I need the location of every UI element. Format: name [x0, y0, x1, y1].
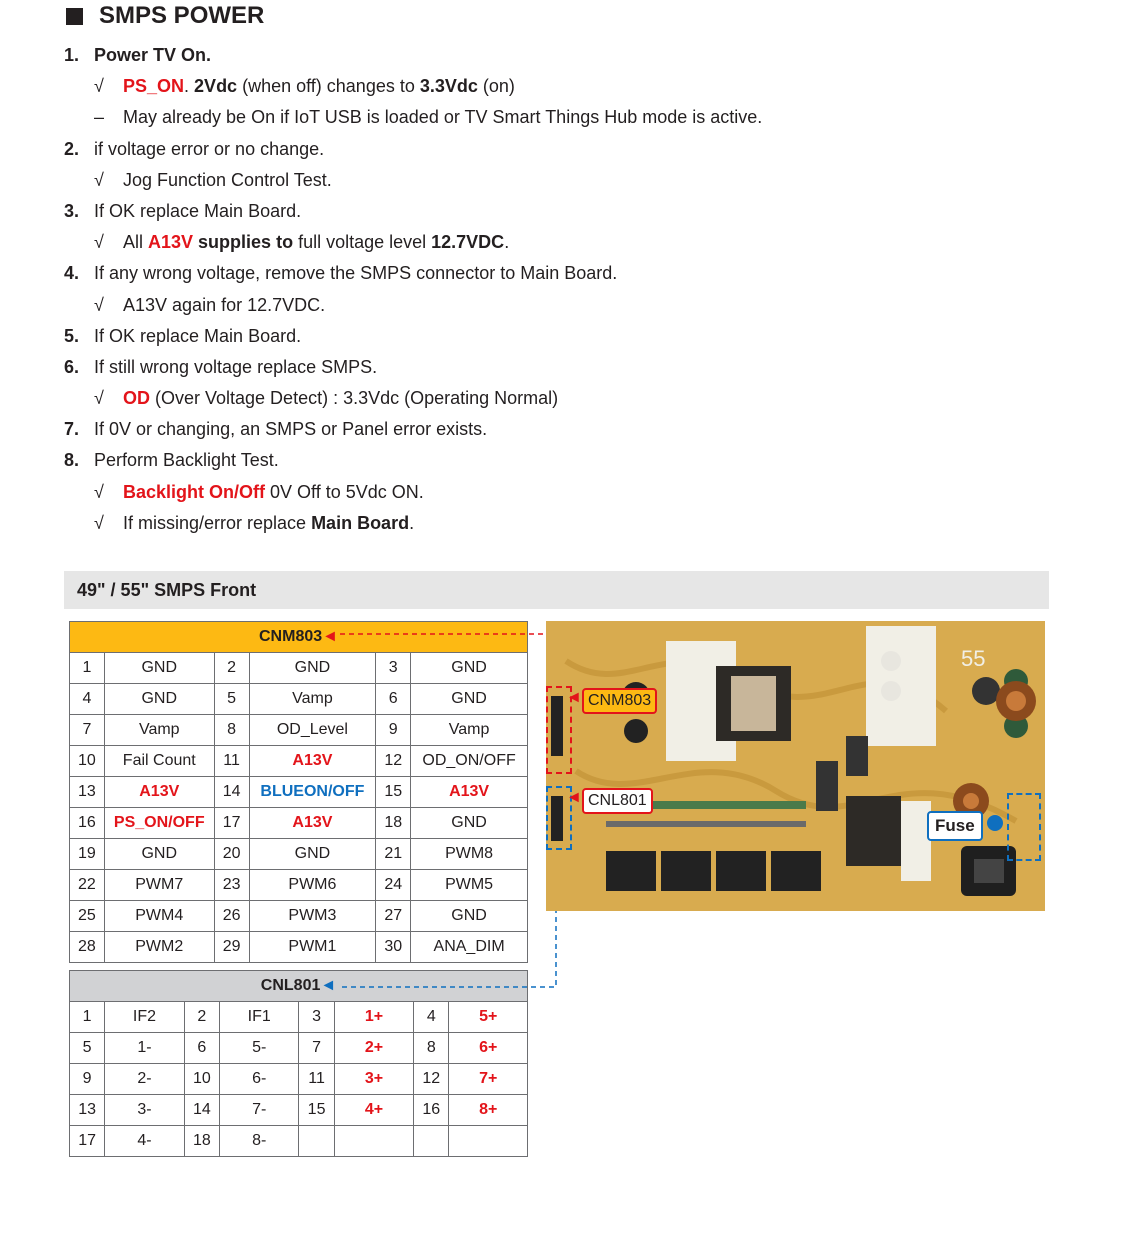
pin-signal-cell: 1- — [105, 1033, 185, 1064]
pin-number-cell: 15 — [376, 777, 411, 808]
pin-signal-cell: PWM2 — [104, 932, 214, 963]
pin-signal-cell: 8- — [219, 1126, 299, 1157]
sub-text: Jog Function Control Test. — [123, 169, 332, 190]
step-number: 3. — [64, 200, 80, 221]
pin-number-cell: 18 — [184, 1126, 219, 1157]
pin-number-cell: 4 — [414, 1002, 449, 1033]
step-text: If any wrong voltage, remove the SMPS connector to Main Board. — [94, 263, 618, 284]
pin-number-cell: 26 — [214, 901, 249, 932]
pin-number-cell: 3 — [376, 653, 411, 684]
sub-text-part: If missing/error replace — [123, 512, 312, 533]
sub-text-bold: Main Board — [311, 512, 410, 533]
pin-number-cell: 21 — [376, 839, 411, 870]
pin-number-cell: 25 — [70, 901, 105, 932]
pin-number-cell: 12 — [414, 1064, 449, 1095]
pin-number-cell: 5 — [214, 684, 249, 715]
pin-signal-cell: Vamp — [249, 684, 376, 715]
step-text: if voltage error or no change. — [94, 138, 325, 159]
pin-number-cell: 18 — [376, 808, 411, 839]
pin-signal-cell: GND — [104, 839, 214, 870]
pin-number-cell: 13 — [70, 1095, 105, 1126]
pin-number-cell: 22 — [70, 870, 105, 901]
pin-signal-cell: ANA_DIM — [411, 932, 528, 963]
step-number: 4. — [64, 263, 80, 284]
sub-text-bold: supplies to — [193, 232, 294, 253]
pin-number-cell: 3 — [299, 1002, 334, 1033]
step-number: 6. — [64, 356, 80, 377]
step-text: If 0V or changing, an SMPS or Panel error exists. — [94, 419, 488, 440]
sub-text: May already be On if IoT USB is loaded or TV Smart Things Hub mode is active. — [123, 107, 763, 128]
pin-number-cell: 13 — [70, 777, 105, 808]
step-number: 7. — [64, 419, 80, 440]
step-number: 8. — [64, 450, 80, 471]
pin-number-cell: 14 — [184, 1095, 219, 1126]
fuse-tag: Fuse — [927, 811, 983, 841]
pin-signal-cell: PWM8 — [411, 839, 528, 870]
pin-number-cell: 24 — [376, 870, 411, 901]
pin-signal-cell: Fail Count — [104, 746, 214, 777]
pin-signal-cell: Vamp — [411, 715, 528, 746]
pin-signal-cell: GND — [104, 684, 214, 715]
pin-number-cell: 9 — [70, 1064, 105, 1095]
board-drawing — [546, 621, 1045, 911]
check-icon: √ — [94, 76, 104, 97]
pin-signal-cell: 2+ — [334, 1033, 414, 1064]
pin-signal-cell: PS_ON/OFF — [104, 808, 214, 839]
step-text: Power TV On. — [94, 45, 212, 65]
check-icon: √ — [94, 169, 104, 190]
pin-number-cell: 4 — [70, 684, 105, 715]
ps-on-label: PS_ON — [123, 76, 185, 97]
arrow-left-icon: ◄ — [320, 977, 337, 994]
sub-text-bold: 2Vdc — [194, 76, 238, 97]
pin-number-cell: 16 — [414, 1095, 449, 1126]
pin-signal-cell: IF1 — [219, 1002, 299, 1033]
check-icon: √ — [94, 512, 104, 533]
pin-number-cell: 27 — [376, 901, 411, 932]
pin-signal-cell: GND — [411, 684, 528, 715]
cnl801-title: CNL801 — [260, 977, 321, 994]
smps-board-photo — [546, 621, 1045, 911]
sub-text-bold: 3.3Vdc — [419, 76, 478, 97]
pin-number-cell: 12 — [376, 746, 411, 777]
arrow-left-icon: ◄ — [566, 789, 582, 806]
sub-text-bold: 12.7VDC — [431, 232, 505, 253]
pin-number-cell: 17 — [214, 808, 249, 839]
arrow-left-icon: ◄ — [322, 628, 338, 645]
pin-number-cell: 17 — [70, 1126, 105, 1157]
silk-model-text: 55 — [961, 646, 986, 671]
pin-number-cell: 1 — [70, 1002, 105, 1033]
pin-number-cell: 7 — [70, 715, 105, 746]
sub-text: A13V again for 12.7VDC. — [123, 294, 326, 315]
sub-text-part: . — [504, 232, 510, 253]
pin-number-cell: 14 — [214, 777, 249, 808]
pin-number-cell: 30 — [376, 932, 411, 963]
pin-number-cell: 10 — [184, 1064, 219, 1095]
step-text: If OK replace Main Board. — [94, 325, 302, 346]
pin-signal-cell: A13V — [249, 746, 376, 777]
pin-signal-cell: 8+ — [449, 1095, 528, 1126]
check-icon: √ — [94, 294, 104, 315]
pin-signal-cell: 5- — [219, 1033, 299, 1064]
pin-number-cell: 1 — [70, 653, 105, 684]
arrow-left-icon: ◄ — [566, 689, 582, 706]
sub-text-part: (when off) changes to — [237, 76, 420, 97]
pin-number-cell: 2 — [214, 653, 249, 684]
cnm803-tag: CNM803 — [582, 688, 657, 714]
pin-signal-cell: 7- — [219, 1095, 299, 1126]
pin-signal-cell: GND — [104, 653, 214, 684]
pin-signal-cell: PWM4 — [104, 901, 214, 932]
sub-text-part: All — [123, 232, 149, 253]
sub-text-part: 0V Off to 5Vdc ON. — [265, 481, 424, 502]
pin-number-cell: 7 — [299, 1033, 334, 1064]
pin-signal-cell: 5+ — [449, 1002, 528, 1033]
section-title: 49" / 55" SMPS Front — [77, 580, 257, 600]
pin-number-cell: 6 — [376, 684, 411, 715]
pin-signal-cell: 2- — [105, 1064, 185, 1095]
a13v-label: A13V — [148, 232, 194, 253]
sub-text-part: full voltage level — [293, 232, 432, 253]
pin-number-cell: 11 — [299, 1064, 334, 1095]
pin-signal-cell: IF2 — [105, 1002, 185, 1033]
pin-signal-cell: GND — [411, 653, 528, 684]
pin-number-cell: 2 — [184, 1002, 219, 1033]
pin-signal-cell: PWM7 — [104, 870, 214, 901]
pin-signal-cell: GND — [249, 839, 376, 870]
pin-signal-cell: PWM1 — [249, 932, 376, 963]
pin-signal-cell: OD_Level — [249, 715, 376, 746]
pin-signal-cell: A13V — [249, 808, 376, 839]
check-icon: √ — [94, 481, 104, 502]
pin-signal-cell: GND — [411, 808, 528, 839]
pin-signal-cell: 3- — [105, 1095, 185, 1126]
pin-signal-cell: 1+ — [334, 1002, 414, 1033]
pin-number-cell: 29 — [214, 932, 249, 963]
pin-number-cell: 19 — [70, 839, 105, 870]
pin-signal-cell: GND — [249, 653, 376, 684]
check-icon: √ — [94, 232, 104, 253]
od-label: OD — [123, 388, 150, 409]
pin-signal-cell: A13V — [411, 777, 528, 808]
pin-number-cell: 28 — [70, 932, 105, 963]
pin-signal-cell: Vamp — [104, 715, 214, 746]
cnm803-leader-line — [340, 634, 556, 690]
step-text: If still wrong voltage replace SMPS. — [94, 356, 378, 377]
sub-text-part: . — [409, 512, 415, 533]
pin-number-cell: 9 — [376, 715, 411, 746]
cnl801-tag: CNL801 — [582, 788, 653, 814]
pin-signal-cell: 7+ — [449, 1064, 528, 1095]
step-number: 5. — [64, 325, 80, 346]
pin-signal-cell: 6+ — [449, 1033, 528, 1064]
step-number: 1. — [64, 45, 80, 65]
pin-signal-cell: PWM3 — [249, 901, 376, 932]
fuse-pointer-icon — [987, 815, 1003, 831]
pin-number-cell: 8 — [414, 1033, 449, 1064]
dash-icon: – — [94, 107, 105, 128]
step-number: 2. — [64, 138, 80, 159]
pin-number-cell: 15 — [299, 1095, 334, 1126]
pin-signal-cell: A13V — [104, 777, 214, 808]
check-icon: √ — [94, 388, 104, 409]
cnl801-leader-line — [342, 842, 556, 987]
sub-text-part: (Over Voltage Detect) : 3.3Vdc (Operating Normal) — [150, 388, 559, 409]
step-text: Perform Backlight Test. — [94, 450, 279, 471]
sub-text-part: (on) — [477, 76, 515, 97]
sub-text-part: . — [184, 76, 195, 97]
pin-number-cell: 23 — [214, 870, 249, 901]
pin-number-cell: 5 — [70, 1033, 105, 1064]
pin-signal-cell: 3+ — [334, 1064, 414, 1095]
pin-number-cell: 11 — [214, 746, 249, 777]
pin-signal-cell: PWM5 — [411, 870, 528, 901]
pin-signal-cell: 6- — [219, 1064, 299, 1095]
pin-signal-cell: PWM6 — [249, 870, 376, 901]
backlight-label: Backlight On/Off — [123, 481, 266, 502]
pin-number-cell: 6 — [184, 1033, 219, 1064]
page-title-text: SMPS POWER — [99, 2, 265, 29]
fuse-highlight — [1007, 793, 1041, 861]
pin-signal-cell: 4+ — [334, 1095, 414, 1126]
cnm803-title: CNM803 — [259, 628, 323, 645]
pin-signal-cell: GND — [411, 901, 528, 932]
pin-number-cell: 16 — [70, 808, 105, 839]
pin-signal-cell: OD_ON/OFF — [411, 746, 528, 777]
pin-signal-cell: 4- — [105, 1126, 185, 1157]
pin-number-cell: 8 — [214, 715, 249, 746]
pin-number-cell: 10 — [70, 746, 105, 777]
pin-signal-cell: BLUEON/OFF — [249, 777, 376, 808]
pin-number-cell: 20 — [214, 839, 249, 870]
step-text: If OK replace Main Board. — [94, 200, 302, 221]
